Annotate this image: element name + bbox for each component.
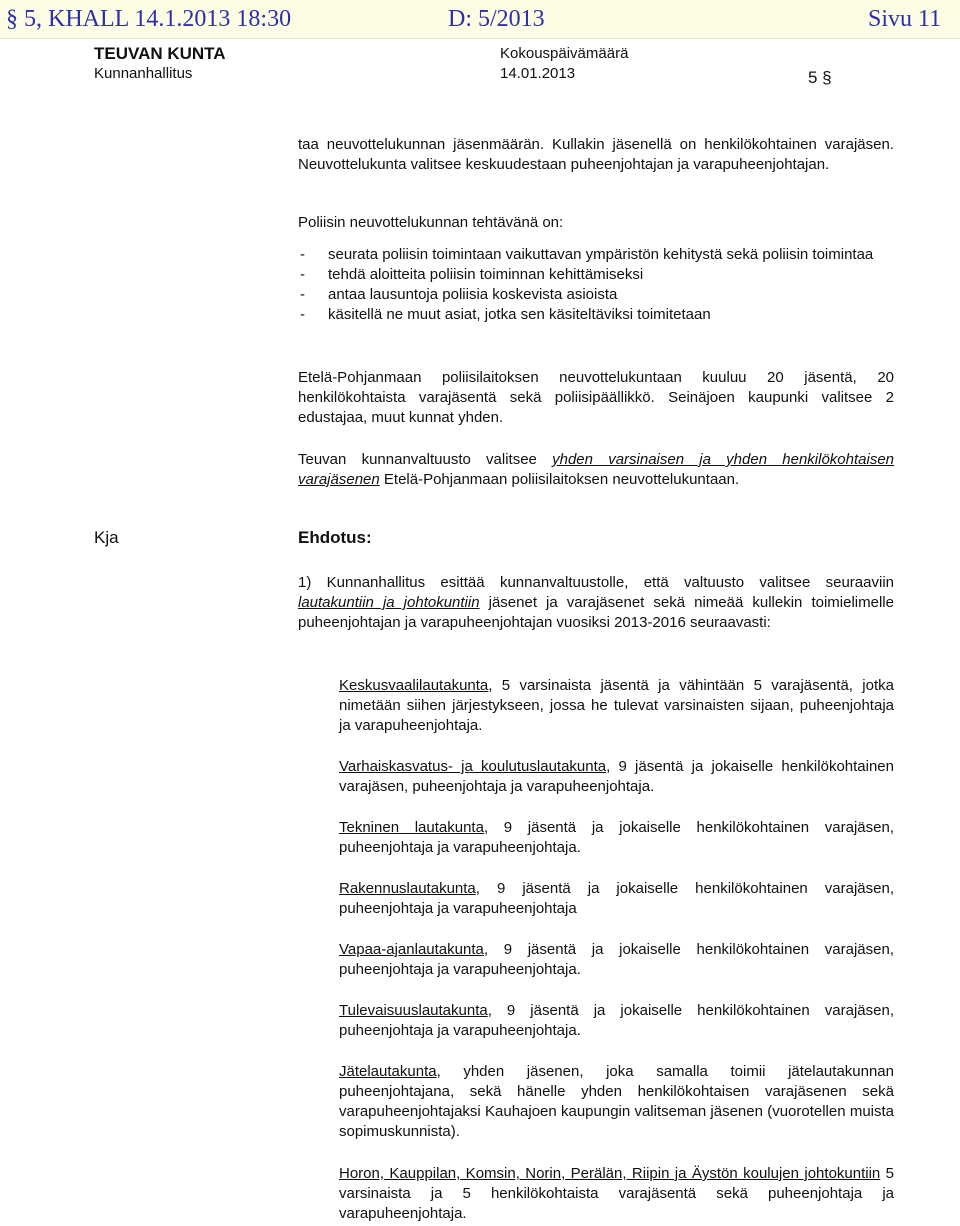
list-item: - tehdä aloitteita poliisin toiminnan kehittämiseksi — [300, 266, 644, 283]
board-name: Tulevaisuuslautakunta — [339, 1002, 488, 1019]
duties-lead: Poliisin neuvottelukunnan tehtävänä on: — [298, 214, 564, 231]
board-entry: Keskusvaalilautakunta, 5 varsinaista jäsentä ja vähintään 5 varajäsentä, jotka nimetään siihen järjestykseen, jossa he tulevat varsinaisten sijaan, puheenjohtaja ja varapuheenjohtaja. — [339, 677, 894, 734]
stamp-diary-number: D: 5/2013 — [448, 6, 545, 32]
teuva-choice-paragraph: Teuvan kunnanvaltuusto valitsee yhden varsinaisen ja yhden henkilökohtaisen varajäsenen Etelä-Pohjanmaan poliisilaitoksen neuvottelukuntaan. — [298, 451, 895, 488]
board-entry: Varhaiskasvatus- ja koulutuslautakunta, 9 jäsentä ja jokaiselle henkilökohtainen varajäsen, puheenjohtaja ja varapuheenjohtaja. — [339, 758, 894, 795]
board-name: Rakennuslautakunta — [339, 880, 476, 897]
board-name: Varhaiskasvatus- ja koulutuslautakunta — [339, 758, 607, 775]
stamp-page-number: Sivu 11 — [868, 6, 942, 32]
composition-paragraph: Etelä-Pohjanmaan poliisilaitoksen neuvottelukuntaan kuuluu 20 jäsentä, 20 henkilökohtaista varajäsentä sekä poliisipäällikkö. Seinäjoen kaupunki valitsee 2 edustajaa, muut kunnat yhden. — [298, 369, 894, 426]
boards-phrase: lautakuntiin ja johtokuntiin — [298, 594, 480, 611]
board-name: Vapaa-ajanlautakunta — [339, 941, 484, 958]
list-item: - antaa lausuntoja poliisia koskevista asioista — [300, 286, 618, 303]
list-item: - käsitellä ne muut asiat, jotka sen käsiteltäviksi toimitetaan — [300, 306, 711, 323]
meeting-date: 14.01.2013 — [500, 65, 576, 82]
board-name: Tekninen lautakunta — [339, 819, 484, 836]
board-entry: Tekninen lautakunta, 9 jäsentä ja jokaiselle henkilökohtainen varajäsen, puheenjohtaja ja varapuheenjohtaja. — [339, 819, 894, 856]
board-entry: Horon, Kauppilan, Komsin, Norin, Perälän, Riipin ja Äystön koulujen johtokuntiin 5 varsinaista ja 5 henkilökohtaista varajäsentä sekä puheenjohtaja ja varapuheenjohtaja. — [339, 1165, 894, 1222]
list-dash: - — [300, 266, 305, 283]
proposal-heading: Ehdotus: — [298, 528, 372, 547]
document-stamp-bar — [0, 0, 960, 39]
board-entry: Rakennuslautakunta, 9 jäsentä ja jokaiselle henkilökohtainen varajäsen, puheenjohtaja ja varapuheenjohtaja — [339, 880, 894, 917]
board-name: Jätelautakunta — [339, 1063, 437, 1080]
board-entry: Vapaa-ajanlautakunta, 9 jäsentä ja jokaiselle henkilökohtainen varajäsen, puheenjohtaja ja varapuheenjohtaja. — [339, 941, 894, 978]
intro-paragraph: taa neuvottelukunnan jäsenmäärän. Kullakin jäsenellä on henkilökohtainen varajäsen. Neuvottelukunta valitsee keskuudestaan puheenjohtajan ja varapuheenjohtajan. — [298, 136, 894, 173]
list-dash: - — [300, 286, 305, 303]
list-dash: - — [300, 306, 305, 323]
section-number: 5 § — [808, 68, 832, 87]
proposal-paragraph: 1) Kunnanhallitus esittää kunnanvaltuustolle, että valtuusto valitsee seuraaviin lautakuntiin ja johtokuntiin jäsenet ja varajäsenet sekä nimeää kullekin toimielimelle puheenjohtajan ja varapuheenjohtajan vuosiksi 2013-2016 seuraavasti: — [298, 574, 894, 631]
board-name: Horon, Kauppilan, Komsin, Norin, Perälän, Riipin ja Äystön koulujen johtokuntiin — [339, 1165, 881, 1182]
board-entry: Jätelautakunta, yhden jäsenen, joka samalla toimii jätelautakunnan puheenjohtajana, sekä hänelle yhden henkilökohtaisen varajäsenen sekä varapuheenjohtajaksi Kauhajoen kaupungin valitseman jäsenen (vuorotellen muista sopimuskunnista). — [339, 1063, 894, 1140]
stamp-section-ref: § 5, KHALL 14.1.2013 18:30 — [6, 6, 292, 32]
board-name: Keskusvaalilautakunta — [339, 677, 489, 694]
body-name: Kunnanhallitus — [94, 65, 193, 82]
presenter-label: Kja — [94, 528, 119, 547]
meeting-date-label: Kokouspäivämäärä — [500, 45, 629, 62]
highlighted-phrase: yhden varsinaisen ja yhden henkilökohtaisen varajäsenen — [298, 451, 895, 488]
duties-list — [298, 245, 894, 325]
board-entry: Tulevaisuuslautakunta, 9 jäsentä ja jokaiselle henkilökohtainen varajäsen, puheenjohtaja ja varapuheenjohtaja. — [339, 1002, 894, 1039]
org-name: TEUVAN KUNTA — [94, 44, 226, 63]
list-item: - seurata poliisin toimintaan vaikuttavan ympäristön kehitystä sekä poliisin toimintaa — [300, 246, 874, 263]
list-dash: - — [300, 246, 305, 263]
